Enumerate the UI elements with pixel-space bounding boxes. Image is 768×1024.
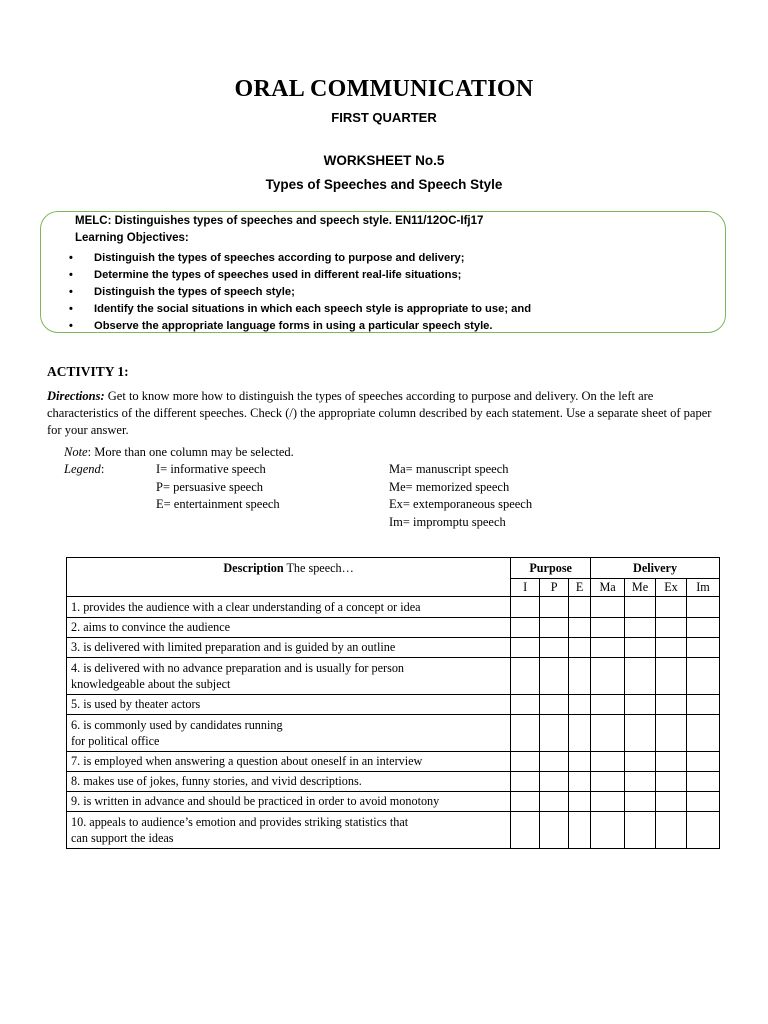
- row-description: 6. is commonly used by candidates running for political office: [67, 715, 511, 752]
- bullet-icon: •: [69, 286, 73, 298]
- answer-cell[interactable]: [656, 792, 687, 812]
- answer-cell[interactable]: [625, 752, 656, 772]
- answer-cell[interactable]: [686, 597, 719, 618]
- objectives-list: [69, 250, 531, 335]
- quarter-label: FIRST QUARTER: [331, 110, 437, 125]
- answer-cell[interactable]: [569, 752, 591, 772]
- legend-informative: I= informative speech: [156, 462, 266, 476]
- row-description: 9. is written in advance and should be practiced in order to avoid monotony: [67, 792, 511, 812]
- objective-item: • Determine the types of speeches used in different real-life situations;: [69, 267, 531, 284]
- answer-cell[interactable]: [511, 792, 540, 812]
- answer-cell[interactable]: [686, 812, 719, 849]
- legend-label: Legend:: [64, 462, 105, 476]
- answer-cell[interactable]: [591, 752, 625, 772]
- col-header-impromptu: Im: [686, 579, 719, 597]
- answer-cell[interactable]: [625, 812, 656, 849]
- answer-cell[interactable]: [540, 772, 569, 792]
- answer-cell[interactable]: [625, 715, 656, 752]
- legend-impromptu: Im= impromptu speech: [389, 515, 506, 529]
- row-description: 8. makes use of jokes, funny stories, and vivid descriptions.: [67, 772, 511, 792]
- melc-box: [40, 211, 726, 333]
- table-row: [67, 597, 720, 618]
- answer-cell[interactable]: [540, 715, 569, 752]
- legend-extemporaneous: Ex= extemporaneous speech: [389, 497, 533, 511]
- answer-cell[interactable]: [656, 812, 687, 849]
- answer-cell[interactable]: [591, 772, 625, 792]
- table-row: [67, 792, 720, 812]
- answer-cell[interactable]: [569, 772, 591, 792]
- col-header-extemporaneous: Ex: [656, 579, 687, 597]
- answer-cell[interactable]: [511, 658, 540, 695]
- answer-cell[interactable]: [591, 618, 625, 638]
- answer-cell[interactable]: [569, 597, 591, 618]
- answer-cell[interactable]: [625, 638, 656, 658]
- answer-cell[interactable]: [540, 597, 569, 618]
- answer-cell[interactable]: [569, 812, 591, 849]
- answer-cell[interactable]: [656, 695, 687, 715]
- answer-cell[interactable]: [625, 792, 656, 812]
- table-row: [67, 638, 720, 658]
- directions-paragraph: [47, 388, 727, 439]
- objective-item: • Distinguish the types of speeches according to purpose and delivery;: [69, 250, 531, 267]
- answer-cell[interactable]: [591, 812, 625, 849]
- answer-cell[interactable]: [656, 658, 687, 695]
- melc-statement: MELC: Distinguishes types of speeches and speech style. EN11/12OC-Ifj17: [75, 215, 484, 227]
- row-description: 1. provides the audience with a clear understanding of a concept or idea: [67, 597, 511, 618]
- worksheet-title: Types of Speeches and Speech Style: [265, 177, 503, 192]
- row-description: 4. is delivered with no advance preparation and is usually for person knowledgeable about the subject: [67, 658, 511, 695]
- answer-cell[interactable]: [625, 695, 656, 715]
- answer-cell[interactable]: [591, 658, 625, 695]
- answer-cell[interactable]: [540, 792, 569, 812]
- answer-cell[interactable]: [686, 772, 719, 792]
- bullet-icon: •: [69, 320, 73, 332]
- note-line: [64, 445, 294, 460]
- answer-cell[interactable]: [511, 638, 540, 658]
- answer-cell[interactable]: [686, 792, 719, 812]
- answer-cell[interactable]: [656, 597, 687, 618]
- worksheet-number: WORKSHEET No.5: [323, 153, 445, 168]
- answer-cell[interactable]: [656, 772, 687, 792]
- answer-cell[interactable]: [686, 752, 719, 772]
- answer-cell[interactable]: [511, 772, 540, 792]
- delivery-header: Delivery: [591, 558, 720, 579]
- objective-item: • Identify the social situations in which each speech style is appropriate to use; and: [69, 301, 531, 318]
- description-header: Description The speech…: [67, 558, 511, 597]
- col-header-entertainment: E: [569, 579, 591, 597]
- row-description: 5. is used by theater actors: [67, 695, 511, 715]
- answer-cell[interactable]: [511, 695, 540, 715]
- table-row: [67, 618, 720, 638]
- bullet-icon: •: [69, 303, 73, 315]
- answer-cell[interactable]: [686, 695, 719, 715]
- answer-cell[interactable]: [569, 695, 591, 715]
- row-description: 2. aims to convince the audience: [67, 618, 511, 638]
- answer-cell[interactable]: [686, 715, 719, 752]
- answer-cell[interactable]: [656, 752, 687, 772]
- directions-text: Get to know more how to distinguish the types of speeches according to purpose and delivery. On the left are characteristics of the different speeches. Check (/) the appropriate column described by each statement. Use a separate sheet of paper for your answer.: [47, 389, 712, 437]
- speech-type-table: [66, 557, 720, 849]
- row-description: 10. appeals to audience’s emotion and provides striking statistics that can support the ideas: [67, 812, 511, 849]
- table-row: [67, 715, 720, 752]
- answer-cell[interactable]: [591, 715, 625, 752]
- answer-cell[interactable]: [625, 772, 656, 792]
- table-row: [67, 658, 720, 695]
- answer-cell[interactable]: [540, 812, 569, 849]
- answer-cell[interactable]: [511, 812, 540, 849]
- bullet-icon: •: [69, 252, 73, 264]
- answer-cell[interactable]: [511, 597, 540, 618]
- note-label: Note: [64, 445, 88, 459]
- col-header-informative: I: [511, 579, 540, 597]
- row-description: 7. is employed when answering a question about oneself in an interview: [67, 752, 511, 772]
- answer-cell[interactable]: [540, 752, 569, 772]
- answer-cell[interactable]: [625, 597, 656, 618]
- answer-cell[interactable]: [591, 695, 625, 715]
- activity-heading: ACTIVITY 1:: [47, 364, 129, 379]
- note-text: : More than one column may be selected.: [87, 445, 294, 459]
- col-header-memorized: Me: [625, 579, 656, 597]
- legend-persuasive: P= persuasive speech: [156, 480, 264, 494]
- answer-cell[interactable]: [686, 638, 719, 658]
- answer-cell[interactable]: [569, 715, 591, 752]
- answer-cell[interactable]: [656, 638, 687, 658]
- answer-cell[interactable]: [540, 618, 569, 638]
- answer-cell[interactable]: [569, 658, 591, 695]
- table-row: [67, 695, 720, 715]
- row-description: 3. is delivered with limited preparation and is guided by an outline: [67, 638, 511, 658]
- answer-cell[interactable]: [540, 658, 569, 695]
- table-row: [67, 812, 720, 849]
- answer-cell[interactable]: [686, 618, 719, 638]
- col-header-manuscript: Ma: [591, 579, 625, 597]
- answer-cell[interactable]: [656, 715, 687, 752]
- answer-cell[interactable]: [591, 792, 625, 812]
- objective-item: • Distinguish the types of speech style;: [69, 284, 531, 301]
- answer-cell[interactable]: [591, 638, 625, 658]
- answer-cell[interactable]: [625, 658, 656, 695]
- legend-entertainment: E= entertainment speech: [156, 497, 280, 511]
- answer-cell[interactable]: [569, 638, 591, 658]
- answer-cell[interactable]: [569, 792, 591, 812]
- purpose-header: Purpose: [511, 558, 591, 579]
- document-title: ORAL COMMUNICATION: [234, 76, 534, 102]
- answer-cell[interactable]: [569, 618, 591, 638]
- answer-cell[interactable]: [591, 597, 625, 618]
- answer-cell[interactable]: [656, 618, 687, 638]
- directions-label: Directions:: [47, 389, 105, 403]
- legend-manuscript: Ma= manuscript speech: [389, 462, 509, 476]
- learning-objectives-label: Learning Objectives:: [75, 232, 189, 244]
- answer-cell[interactable]: [511, 618, 540, 638]
- bullet-icon: •: [69, 269, 73, 281]
- table-row: [67, 772, 720, 792]
- col-header-persuasive: P: [540, 579, 569, 597]
- answer-cell[interactable]: [540, 638, 569, 658]
- answer-cell[interactable]: [511, 715, 540, 752]
- objective-item: • Observe the appropriate language forms in using a particular speech style.: [69, 318, 531, 335]
- answer-cell[interactable]: [540, 695, 569, 715]
- table-row: [67, 752, 720, 772]
- answer-cell[interactable]: [625, 618, 656, 638]
- answer-cell[interactable]: [686, 658, 719, 695]
- legend-memorized: Me= memorized speech: [389, 480, 510, 494]
- answer-cell[interactable]: [511, 752, 540, 772]
